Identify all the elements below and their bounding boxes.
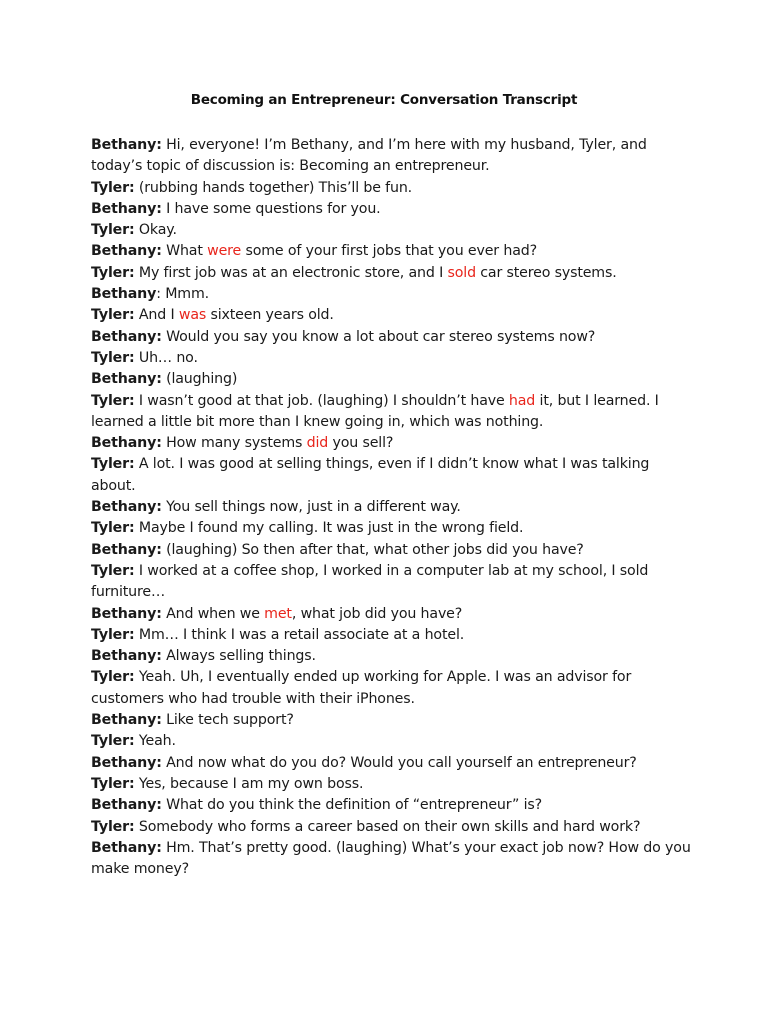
speaker-label: Tyler: (91, 626, 135, 643)
transcript-line (91, 263, 691, 284)
line-text: sixteen years old. (206, 307, 334, 324)
highlighted-verb: had (508, 392, 536, 409)
transcript-line (91, 348, 691, 369)
speaker-label: Tyler: (91, 456, 135, 473)
line-text: (laughing) (161, 371, 238, 388)
transcript-line (91, 625, 691, 646)
highlighted-verb: sold (447, 264, 476, 281)
document-title: Becoming an Entrepreneur: Conversation Transcript (190, 92, 578, 108)
transcript-line (91, 433, 691, 454)
speaker-label: Tyler: (91, 179, 135, 196)
speaker-label: Tyler: (91, 349, 135, 366)
transcript-line (91, 241, 691, 262)
speaker-label: Tyler: (91, 818, 135, 835)
line-text: Hi, everyone! I’m Bethany, and I’m here with my husband, Tyler, and today’s topic of discussion is: Becoming an entrepreneur. (91, 137, 647, 175)
transcript-line (91, 838, 691, 881)
speaker-label: Tyler: (91, 520, 135, 537)
transcript-line (91, 391, 691, 434)
speaker-label: Bethany: (91, 243, 162, 260)
line-text: Maybe I found my calling. It was just in the wrong field. (134, 520, 524, 537)
speaker-label: Bethany: (91, 797, 162, 814)
transcript-line (91, 561, 691, 604)
line-text: some of your first jobs that you ever had? (241, 243, 537, 260)
speaker-label: Bethany: (91, 541, 162, 558)
speaker-label: Tyler: (91, 775, 135, 792)
transcript-line (91, 284, 691, 305)
line-text: And now what do you do? Would you call yourself an entrepreneur? (161, 754, 637, 771)
line-text: Like tech support? (161, 712, 294, 729)
highlighted-verb: did (306, 435, 329, 452)
highlighted-verb: were (207, 243, 242, 260)
line-text: My first job was at an electronic store, and I (134, 264, 448, 281)
line-text: , what job did you have? (291, 605, 463, 622)
transcript-line (91, 795, 691, 816)
line-text: And I (134, 307, 179, 324)
highlighted-verb: met (264, 605, 292, 622)
line-text: (rubbing hands together) This’ll be fun. (134, 179, 413, 196)
speaker-label: Bethany: (91, 754, 162, 771)
transcript-line (91, 327, 691, 348)
line-text: Yeah. Uh, I eventually ended up working for Apple. I was an advisor for customers who had trouble with their iPhones. (91, 669, 632, 707)
speaker-label: Tyler: (91, 264, 135, 281)
line-text: : Mmm. (156, 286, 209, 303)
speaker-label: Tyler: (91, 669, 135, 686)
transcript-body (91, 135, 691, 880)
line-text: I have some questions for you. (161, 200, 381, 217)
line-text: (laughing) So then after that, what other jobs did you have? (161, 541, 584, 558)
speaker-label: Bethany (91, 286, 157, 303)
transcript-line (91, 540, 691, 561)
transcript-line (91, 774, 691, 795)
transcript-line (91, 220, 691, 241)
speaker-label: Bethany: (91, 137, 162, 153)
transcript-line (91, 199, 691, 220)
transcript-line (91, 817, 691, 838)
transcript-line (91, 731, 691, 752)
line-text: What (161, 243, 208, 260)
line-text: And when we (161, 605, 265, 622)
line-text: Uh… no. (134, 349, 198, 366)
speaker-label: Bethany: (91, 648, 162, 665)
line-text: I wasn’t good at that job. (laughing) I shouldn’t have (134, 392, 509, 409)
speaker-label: Tyler: (91, 562, 135, 579)
transcript-line (91, 646, 691, 667)
line-text: Always selling things. (161, 648, 316, 665)
speaker-label: Tyler: (91, 222, 135, 239)
line-text: it, but I learned. I learned a little bit more than I knew going in, which was nothing. (91, 392, 659, 430)
line-text: Yes, because I am my own boss. (134, 775, 364, 792)
transcript-line (91, 667, 691, 710)
line-text: Somebody who forms a career based on their own skills and hard work? (134, 818, 641, 835)
transcript-line (91, 497, 691, 518)
line-text: Okay. (134, 222, 177, 239)
transcript-line (91, 369, 691, 390)
speaker-label: Tyler: (91, 307, 135, 324)
speaker-label: Bethany: (91, 371, 162, 388)
line-text: Hm. That’s pretty good. (laughing) What’s your exact job now? How do you make money? (91, 839, 691, 878)
line-text: How many systems (161, 435, 307, 452)
line-text: Mm… I think I was a retail associate at a hotel. (134, 626, 465, 643)
transcript-line (91, 710, 691, 731)
transcript-line (91, 135, 691, 178)
transcript-line (91, 178, 691, 199)
line-text: Would you say you know a lot about car stereo systems now? (161, 328, 596, 345)
line-text: car stereo systems. (475, 264, 617, 281)
speaker-label: Tyler: (91, 392, 135, 409)
line-text: A lot. I was good at selling things, even if I didn’t know what I was talking about. (91, 456, 650, 494)
line-text: You sell things now, just in a different way. (161, 499, 461, 516)
speaker-label: Bethany: (91, 435, 162, 452)
transcript-line (91, 305, 691, 326)
transcript-line (91, 518, 691, 539)
speaker-label: Bethany: (91, 328, 162, 345)
speaker-label: Bethany: (91, 712, 162, 729)
line-text: What do you think the definition of “entrepreneur” is? (161, 797, 543, 814)
line-text: you sell? (328, 435, 394, 452)
transcript-line (91, 454, 691, 497)
line-text: Yeah. (134, 733, 176, 750)
speaker-label: Bethany: (91, 839, 162, 856)
speaker-label: Bethany: (91, 200, 162, 217)
speaker-label: Bethany: (91, 605, 162, 622)
speaker-label: Bethany: (91, 499, 162, 516)
line-text: I worked at a coffee shop, I worked in a computer lab at my school, I sold furniture… (91, 562, 649, 601)
speaker-label: Tyler: (91, 733, 135, 750)
transcript-line (91, 753, 691, 774)
highlighted-verb: was (178, 307, 207, 324)
transcript-line (91, 604, 691, 625)
